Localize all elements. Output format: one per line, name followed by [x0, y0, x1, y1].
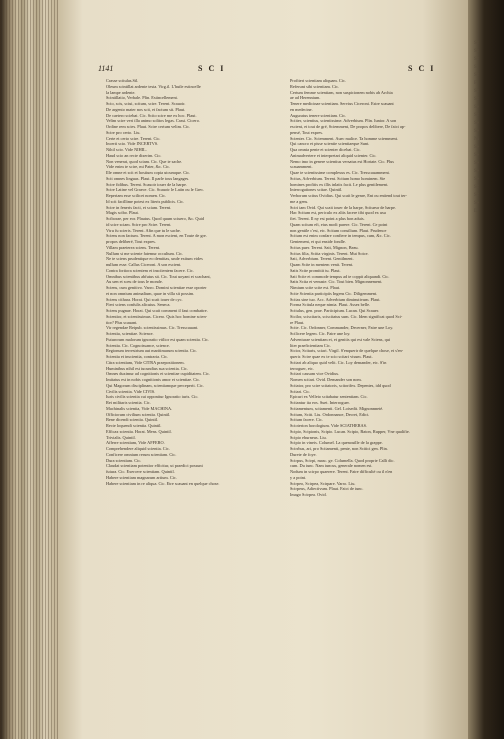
entry-line: Fieri sciens confulis alicuius. Seneca.	[106, 302, 171, 308]
entry-line: Sciens cithara. Horat. Qui scait iouer de cyc.	[106, 296, 183, 302]
entry-line: ae ad Herennium.	[290, 95, 321, 101]
entry-line: Vir regendae Reipub. scientissimus. Cic. Tresscauant.	[106, 325, 199, 331]
entry-line: Scioterion horologium. Vide SCIATHERAS.	[290, 423, 368, 428]
opposite-page-line: Se	[474, 105, 479, 110]
entry-line: Referunt sibi scientiam. Cic.	[290, 83, 340, 89]
entry-line: et non omnium animalium, quae in villa sit possim.	[106, 290, 195, 296]
entry-line: escient, et tout de gré, Sciemment, De propos delibere, De faict ap-	[290, 124, 406, 129]
entry-line: me a gens.	[290, 198, 309, 204]
entry-line: Satis Scite promittit tu. Plaut.	[290, 267, 341, 273]
entry-line: Scite Scientia participiis Ingens Cic. Diligemment.	[290, 290, 378, 296]
entry-line: Machinalis scientia, Vide MACHINA.	[106, 405, 173, 411]
entry-line: Scitari. Cic.	[290, 388, 311, 394]
entry-line: pensé, Tout expres.	[290, 129, 324, 135]
entry-line: Ne te sciens prudentique eo demittas, unde exitum vides	[106, 256, 203, 262]
entry-line: Scipio in vineis. Columel. La quenouille de la grappe.	[290, 440, 383, 446]
entry-line: Bene dicendi scientia. Quintil.	[106, 417, 159, 423]
entry-line: Quam scitum eft, eius modi parere. Cic. Terent. Ce point	[290, 221, 388, 227]
opposite-page-line: Sc	[474, 41, 479, 46]
entry-line: Scilicere legem. Cic. Faire une loy.	[290, 331, 351, 336]
entry-line: Scitus, Adverbium. Terent. Scitum homo hominem. Sie	[290, 175, 386, 181]
entry-line: Adventurae scientiam et, et genitis qui est vale Sciens, qui	[290, 336, 391, 342]
entry-line: Gentement, et qui enside fondle.	[290, 239, 346, 244]
opposite-page-line: Se	[474, 121, 479, 126]
opposite-page-line: S	[474, 65, 477, 70]
entry-line: Profiteri scientiam aliquam. Cic.	[290, 78, 346, 83]
entry-line: Sicilor, sciscitaris, sciscitatus sum. Cic. Idem significat quod Sci-	[290, 313, 403, 319]
entry-line: Magis scibo. Plaut.	[106, 210, 139, 216]
entry-line: Scienter. Cic. Sciemment. Auec malice. Ta homme sciemment.	[290, 135, 398, 141]
entry-line: Hac Scitum est, periculo ex aliis facere tibi quod ex usu	[290, 210, 386, 216]
entry-line: Velim scire veri illa animo solitos legas. Cassi. Cicero.	[106, 118, 200, 124]
entry-line: Scitari ab aliquo quid velit. Cic. Loy demander, etc. S'in	[290, 359, 387, 365]
opposite-page-line: Se	[474, 129, 479, 134]
entry-line: De argento mater nos scit, et factum sit. Plaut.	[106, 106, 186, 112]
opposite-page-line: Sc	[474, 97, 479, 102]
entry-line: Rei militaris scientia. Cic.	[106, 400, 151, 405]
entry-line: Vtru fu scieris. Terent. Afin que tu le sache.	[106, 227, 181, 233]
entry-line: Recte loquendi scientia. Quintil.	[106, 423, 162, 428]
entry-line: Efficax scientia. Horat. Mens. Quintil.	[106, 428, 172, 434]
entry-line: Officiorum civilium scientia. Quintil.	[106, 411, 171, 417]
entry-line: Dura scientiam. Cic.	[106, 457, 142, 463]
entry-line: Scitas sine tuo. Acc. Adverbium diminutivum. Plaut.	[290, 296, 381, 302]
entry-line: Scipio, Scipionis, Scipio. Lucan. Scipio, Baton, Rupper, Vne qualifie.	[290, 428, 410, 434]
entry-line: Haud scio an recte dixerim. Cic.	[106, 152, 162, 158]
entry-line: en medecine.	[290, 106, 313, 112]
entry-line: Scire in feneris facti, et sciam. Terent.	[106, 204, 172, 210]
entry-line: Contra fortiora scientem et insciientem facere. Cic.	[106, 267, 194, 273]
entry-line: Sati Scite et commode tempus ad te coppit aliquandi. Cic.	[290, 273, 390, 279]
entry-line: Civilis scientia. Vide CIVIS.	[106, 388, 156, 394]
entry-line: Scio, scis, sciui, scitum, scire. Terent. Scauoir.	[106, 101, 186, 106]
opposite-page-line: F	[474, 81, 477, 86]
entry-line: Omnes duximur ad cognitionis et scientiae cupiditatem. Cic.	[106, 371, 210, 377]
entry-line: Scitantur ita eos. Suet. Interroguer.	[290, 400, 350, 405]
entry-line: homines profitis ex illis inlatis facit. Le plus gentilement.	[290, 181, 389, 187]
entry-line: Scientia. Cic. Cognoissance, science.	[106, 342, 170, 348]
entry-line: terroguer, etc.	[290, 365, 314, 371]
entry-line: Imago Scirpea. Ovid.	[290, 492, 327, 497]
entry-line: Epicuri ex Velleio scitabatur sententiam. Cic.	[290, 394, 368, 400]
entry-line: Qua omnia pente et scienter dicebat. Cic.	[290, 147, 361, 152]
entry-line: id scire sciam. Scire pro Scire. Terent.	[106, 221, 172, 227]
entry-line: y a point.	[290, 474, 307, 480]
opposite-page-line: Ni	[474, 137, 479, 142]
entry-line: Imitatus est in nobis cognitionis amor et scientiae. Cic.	[106, 377, 201, 382]
entry-line: Sciborae, per eor. Plautus. Quod quum sciuero, &c. Quid	[106, 216, 204, 221]
entry-line: Citra scientiam, Vide CITRA praepositionem.	[106, 359, 185, 365]
entry-line: Durete de foye.	[290, 451, 317, 457]
entry-line: Regionum terrestrium aut maritimarum scientia. Cic.	[106, 348, 198, 354]
entry-line: Quam Scite in mentem venit. Terent.	[290, 262, 354, 267]
entry-line: Vide enim te scire, mi Pater, &c. Cic.	[106, 164, 171, 170]
entry-line: Scitulus, gen. prae. Participium. Lucan. Qui Scauer.	[290, 308, 380, 313]
entry-line: De caetero sciebat. Cic. Scito scire me ex hoc. Plaut.	[106, 112, 197, 118]
page-edges	[0, 0, 62, 739]
entry-line: Sciri iam Ovid. Qui scait iouer de la harpe, Scitueur de harpe.	[290, 204, 396, 210]
entry-line: non gentile c'est, etc. Scitum consilium. Plaut. Prudence	[290, 227, 387, 233]
entry-line: Conficere omnium rerum scientiam. Cic.	[106, 451, 177, 457]
entry-line: Trivialis. Quintil.	[106, 434, 136, 440]
opposite-page-line: Sc	[474, 49, 479, 54]
entry-line: Crasse scitulas.Sil.	[106, 78, 139, 83]
right-column	[290, 78, 462, 718]
entry-line: Scirpus, Scirpi, masc. ge. Columella. Quod proprie Calli dic.	[290, 457, 395, 463]
entry-line: Certe et certo scire. Terent. Cic.	[106, 135, 161, 141]
opposite-page-line: Sc	[474, 89, 479, 94]
entry-line: Nullum si me sciente fatemur occultum. Cic.	[106, 250, 184, 256]
entry-line: Scientia, scientiae. Science.	[106, 331, 154, 336]
entry-line: Scipio eburneus. Liu.	[290, 434, 327, 440]
entry-line: Satis Scita et venuste. Cic. Tout bien. Mignonnement.	[290, 279, 383, 285]
entry-line: Scite. Cic. Ordonner, Commander, Decerner, Faire une Loy.	[290, 325, 394, 331]
entry-line: Certum femme scientiam, non suspicionem nobis ab Archia	[290, 89, 393, 95]
header-right: S C I	[408, 64, 436, 73]
entry-line: Futurorum malorum ignoratio vtilior est quam scientia. Cic.	[106, 336, 209, 342]
entry-line: Nomen scitari. Ovid. Demander son nom.	[290, 377, 362, 382]
entry-line: re Plaut.	[290, 319, 305, 325]
entry-line: Forma Scitula neque nimia. Plaut. Assez belle.	[290, 302, 371, 308]
entry-line: Scirpeo, Scirpea, Scirpare. Varro. Liu.	[290, 480, 356, 486]
opposite-page-line: Se	[474, 177, 479, 182]
dictionary-page	[58, 0, 472, 739]
entry-line: Id scit facillime potest ex literis publicis. Cic.	[106, 198, 185, 204]
entry-line: Verborum scitus Ovidius. Qui scait le genre, Ent ou entiend tout ter-	[290, 193, 407, 198]
entry-line: Scirpeus, Adiectivum. Plaut. Faict de iunc.	[290, 486, 364, 492]
entry-line: Afferre scientiam, Vide AFFERO.	[106, 440, 165, 446]
entry-line: Scitator, pro scire scitatoris, scitorifex. Depentes, idd quod	[290, 382, 391, 388]
entry-line: la lampe ardente.	[106, 89, 136, 95]
entry-line: Qui Magorum disciplinam, scientiamque perceperit. Cic.	[106, 382, 204, 388]
opposite-page-fragment	[474, 40, 504, 600]
header-left: S C I	[198, 64, 226, 73]
entry-line: querir. Scire quae ex te scio scitari visum. Plaut.	[290, 354, 373, 359]
entry-line: Habere scientiam magnarum artium. Cic.	[106, 474, 177, 480]
entry-line: Scitari causam vice Ovidius.	[290, 371, 340, 377]
entry-line: Sciens, cum genitivo. Varro. Domini scientiae esse oporter	[106, 285, 207, 290]
entry-line: Huminibus nihil est iucundius sua scientia. Cic.	[106, 365, 188, 371]
opposite-page-line: Sc	[474, 193, 479, 198]
opposite-page-line: D	[474, 209, 478, 214]
page-number: 1141	[98, 64, 114, 73]
entry-line: Scirrhus, ari, pro Scitamenti, pente, non Scitici gen. Plin.	[290, 446, 388, 451]
entry-line: Habere scientiam in re aliqua. Cic. Etre scauant en quelque chose.	[106, 480, 220, 486]
entry-line: Scire fidibus. Terent. Scauoir iouer de la harpe.	[106, 181, 187, 187]
entry-line: Reperiam esse scilicet nomen. Cic.	[106, 193, 167, 198]
entry-line: Nimium scite scite est. Plaut.	[290, 285, 341, 290]
entry-line: Scientior, et scientissimus. Cicero. Quis hoc homine scien-	[106, 313, 208, 319]
entry-line: Tenere medicinae scientiam. Servius Ciceroni. Estre scauant	[290, 101, 394, 106]
entry-line: Claudat scientiam potentior efficitur, ut praedici possunt	[106, 463, 203, 469]
opposite-page-line: Se	[474, 201, 479, 206]
entry-line: Incerti scio. Vide INCERTVS.	[106, 141, 159, 147]
entry-line: cum. Du iunc. Nam iuncus, generale nomen est.	[290, 463, 373, 469]
entry-line: tior? Plus scauant.	[106, 319, 138, 325]
entry-line: Auguratus tenere scientiam. Cic.	[290, 112, 347, 118]
opposite-page-line: Se	[474, 153, 479, 158]
entry-line: Sati, Adverbium. Terent. Gentilment.	[290, 256, 354, 262]
running-head	[58, 64, 472, 78]
entry-line: Scintillatio, Verbale. Plin. Estincellement.	[106, 95, 178, 101]
entry-line: Scitum, Scitt. Liu. Ordonnance, Decret, Edict.	[290, 411, 370, 417]
entry-line: Nodum in scirpo quaerere. Terent. Faire difficulté ou il n'en	[290, 469, 393, 474]
entry-line: futura. Cic. Exercere scientiam. Quintil.	[106, 469, 175, 474]
entry-line: Iuris civilis scientia cui opponitur Ignoratio iuris. Cic.	[106, 394, 199, 400]
opposite-page-line: Se	[474, 161, 479, 166]
entry-line: propos deliberé, Tout expres.	[106, 239, 156, 244]
entry-line: Ille omne et scit et hostium copia utcumque. Cic.	[106, 170, 191, 175]
entry-line: Animadvertere et interpretari aliquid scienter. Cic.	[290, 152, 377, 158]
entry-line: Scientia et inscientia, contraria. Cic.	[106, 354, 169, 359]
opposite-page-line: Se	[474, 145, 479, 150]
entry-line: scauamment.	[290, 164, 313, 170]
entry-line: Scit omnes linguas. Plaut. Il parle tous langages.	[106, 175, 190, 181]
entry-line: Sciens non factum. Terent. A mon escient, en Toute de gre.	[106, 233, 207, 239]
entry-line: Sciiter, scientius, scientissime. Adverbium. Plin. Iunior. A son	[290, 118, 397, 124]
entry-line: Interrogationes scitae. Quintil.	[290, 187, 343, 193]
entry-line: Oleum scintillat ardente testa. Virg.il. L'huile estincelle	[106, 83, 201, 89]
left-column	[106, 78, 274, 718]
entry-line: Sciens pugnae. Horat. Qui scait comment il faut combattre.	[106, 308, 208, 313]
entry-line: Ordine rem scies. Plaut. Scire certum velim. Cic.	[106, 124, 191, 129]
entry-line: nullum esse. Callus Ciceroni. A son escient.	[106, 262, 182, 267]
entry-line: fiet. Terent. Il ny est point a plus bon aduis.	[290, 216, 365, 221]
entry-line: Sicior, Scitaris, sciari. Virgil. S'enquerir de quelque chose, et s'en-	[290, 348, 404, 354]
opposite-page-line: Sc	[474, 113, 479, 118]
entry-line: Villam praeterea sciens. Terent.	[106, 244, 161, 250]
entry-line: Non venerat, quod sciam. Cic. Que ie sache.	[106, 158, 183, 164]
entry-line: Scitum facere. Cic.	[290, 417, 323, 423]
opposite-page-line: Se	[474, 169, 479, 174]
entry-line: Scire pro certo. Liu.	[106, 129, 141, 135]
entry-line: Scitus filia, Scitta virginis. Terent. Mut Soice.	[290, 250, 369, 256]
opposite-page-line: Sc	[474, 73, 479, 78]
entry-line: Scitamentum, scitamenti. Gel. Loisedit. Mignonnneté.	[290, 405, 384, 411]
entry-line: Nemo imo in genere scientius versatus est Hortate. Cic. Plus	[290, 158, 394, 164]
opposite-page-line: Sc	[474, 185, 479, 190]
entry-line: Omnibus scientibus abfutus sit. Cic. Tout uoyant et scachant,	[106, 273, 211, 279]
entry-line: Au uen et sceu de tous le monde.	[106, 279, 163, 285]
entry-line: Quae te scientissime complexus es. Cic. Tresscauamment.	[290, 170, 390, 175]
entry-line: Scire Latine vel Graece. Cic. Scauoir le Latin ou le Grec.	[106, 187, 205, 193]
entry-line: Scitus puer. Terent. Sait, Mignon, Beau.	[290, 244, 359, 250]
entry-line: Scitum est enim confare confiere in tempus, cum, &c. Cic.	[290, 233, 391, 239]
entry-line: liter praeficientiam Cic.	[290, 342, 331, 348]
opposite-page-line: Sc	[474, 57, 479, 62]
entry-line: Nihil scio. Vide NIHIL.	[106, 147, 147, 152]
entry-line: Comprehendere aliquid scientia. Cic.	[106, 446, 170, 451]
entry-line: Qui cancro et pisse scientie scientiaeque Sunt.	[290, 141, 370, 147]
